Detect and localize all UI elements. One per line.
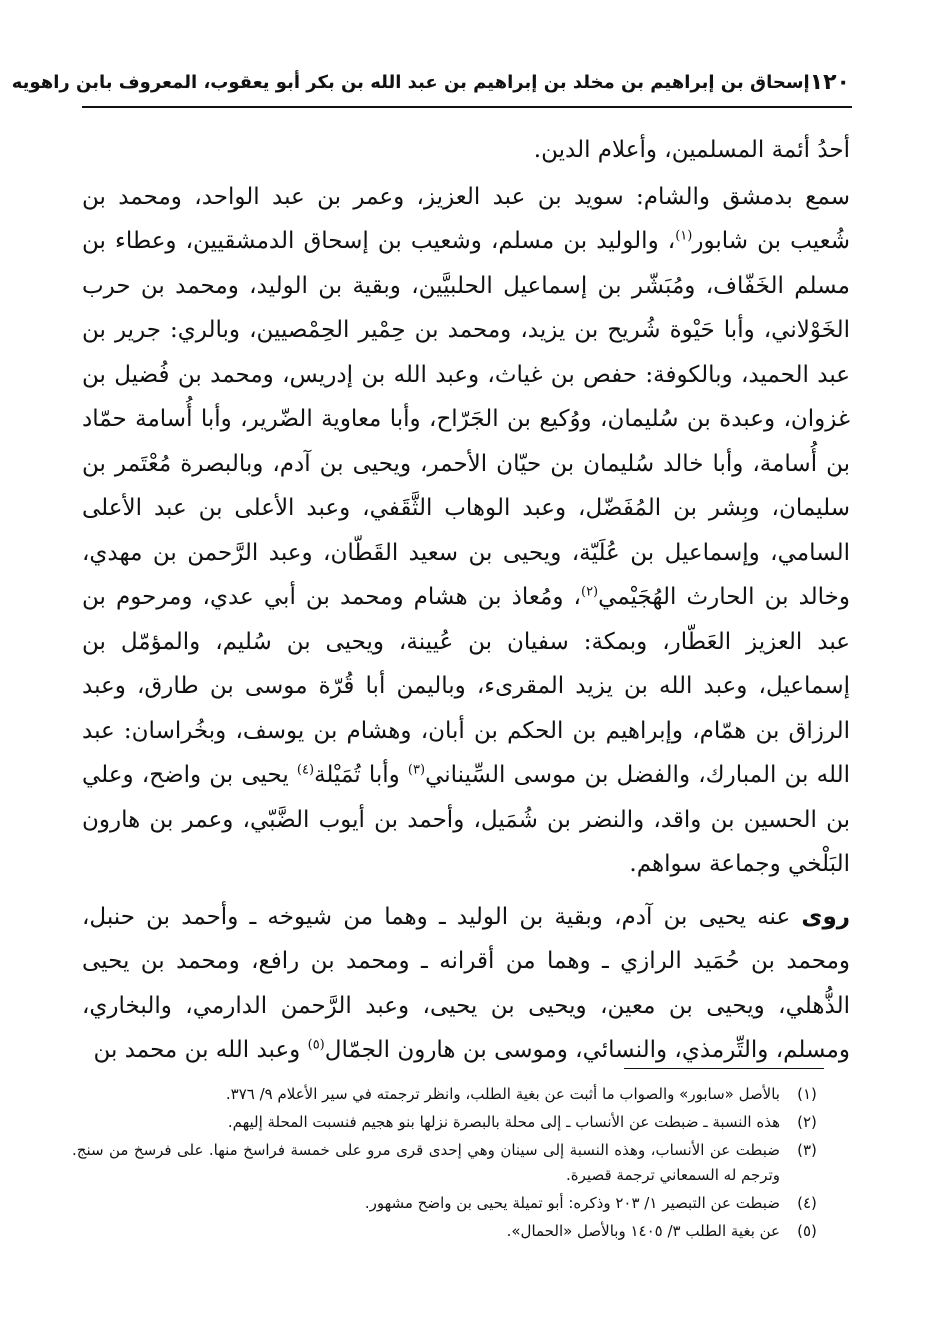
footnote-text: هذه النسبة ـ ضبطت عن الأنساب ـ إلى محلة بالبصرة نزلها بنو هجيم فنسبت المحلة إليهم.	[227, 1113, 780, 1131]
footnote-ref-4[interactable]: (٤)	[296, 762, 315, 778]
header-rule	[82, 106, 852, 108]
running-title: إسحاق بن إبراهيم بن مخلد بن إبراهيم بن عبد الله بن بكر أبو يعقوب، المعروف بابن راهويه	[11, 71, 810, 93]
students-paragraph	[82, 895, 850, 1073]
page-number: ١٢٠	[809, 69, 850, 95]
section-lead-word: روى	[801, 903, 850, 930]
footnote-text: بالأصل «سابور» والصواب ما أثبت عن بغية الطلب، وانظر ترجمته في سير الأعلام ٩/ ٣٧٦.	[225, 1085, 780, 1103]
footnote-ref-3[interactable]: (٣)	[407, 762, 426, 778]
footnote-ref-2[interactable]: (٢)	[580, 584, 599, 600]
footnote-ref-5[interactable]: (٥)	[307, 1037, 325, 1053]
text-segment: وعبد الله بن محمد بن	[93, 1037, 308, 1063]
footnote-number: (١)	[797, 1085, 817, 1103]
teachers-paragraph	[82, 175, 850, 887]
footnote-text: ضبطت عن التبصير ١/ ٢٠٣ وذكره: أبو تميلة يحيى بن واضح مشهور.	[364, 1194, 780, 1212]
footnote-text: عن بغية الطلب ٣/ ١٤٠٥ وبالأصل «الحمال».	[506, 1222, 780, 1240]
footnote-number: (٤)	[797, 1194, 817, 1212]
footnote	[72, 1110, 824, 1135]
text-segment: ، والوليد بن مسلم، وشعيب بن إسحاق الدمشقيين، وعطاء بن مسلم الخَفّاف، ومُبَشّر بن إسماعيل الحلبيَّين، وبقية بن الوليد، ومحمد بن حرب الخَوْلاني، وأبا حَيْوة شُريح بن يزيد، ومحمد بن حِمْير الحِمْصيين، وبالري: جرير بن عبد الحميد، وبالكوفة: حفص بن غياث، وعبد الله بن إدريس، ومحمد بن فُضيل بن غزوان، وعبدة بن سُليمان، ووُكيع بن الجَرّاح، وأبا معاوية الضّرير، وأبا أُسامة حمّاد بن أُسامة، وأبا خالد سُليمان بن حيّان الأحمر، ويحيى بن آدم، وبالبصرة مُعْتَمر بن سليمان، وبِشر بن المُفَضّل، وعبد الوهاب الثَّقَفي، وعبد الأعلى بن عبد الأعلى السامي، وإسماعيل بن عُلَيّة، ويحيى بن سعيد القَطّان، وعبد الرَّحمن بن مهدي، وخالد بن الحارث الهُجَيْمي	[82, 228, 851, 610]
footnote-text: ضبطت عن الأنساب، وهذه النسبة إلى سينان وهي إحدى قرى مرو على خمسة فراسخ منها. على فرسخ من سنج. وترجم له السمعاني ترجمة قصيرة.	[72, 1141, 780, 1184]
footnote-number: (٢)	[797, 1113, 817, 1131]
footnote-ref-1[interactable]: (١)	[675, 228, 693, 244]
text-segment: وأبا تُمَيْلة	[314, 762, 408, 788]
footnote-number: (٣)	[797, 1141, 817, 1159]
footnotes	[72, 1082, 824, 1247]
text-segment: عنه يحيى بن آدم، وبقية بن الوليد ـ وهما من شيوخه ـ وأحمد بن حنبل، ومحمد بن حُمَيد الرازي ـ وهما من أقرانه ـ ومحمد بن رافع، ومحمد بن يحيى الذُّهلي، ويحيى بن معين، ويحيى بن يحيى، وعبد الرَّحمن الدارمي، والبخاري، ومسلم، والتِّرمذي، والنسائي، وموسى بن هارون الجمّال	[82, 903, 850, 1063]
text-segment: يحيى بن واضح، وعلي بن الحسين بن واقد، والنضر بن شُمَيل، وأحمد بن أيوب الضَّبّي، وعمر بن هارون البَلْخي وجماعة سواهم.	[82, 762, 850, 877]
intro-paragraph	[82, 128, 850, 173]
footnote	[72, 1191, 824, 1216]
footnote	[72, 1219, 824, 1244]
text-segment: سمع بدمشق والشام: سويد بن عبد العزيز، وعمر بن عبد الواحد، ومحمد بن شُعيب بن شابور	[82, 183, 850, 254]
main-text	[82, 128, 850, 1073]
footnote-number: (٥)	[797, 1222, 817, 1240]
intro-text: أحدُ أئمة المسلمين، وأعلام الدين.	[533, 137, 850, 163]
footnote	[72, 1082, 824, 1107]
footnote-separator	[624, 1068, 824, 1069]
page-header	[11, 62, 850, 102]
text-segment: ، ومُعاذ بن هشام ومحمد بن أبي عدي، ومرحوم بن عبد العزيز العَطّار، وبمكة: سفيان بن عُيينة، ويحيى بن سُليم، والمؤمّل بن إسماعيل، وعبد الله بن يزيد المقرىء، وباليمن أبا قُرّة موسى بن طارق، وعبد الرزاق بن همّام، وإبراهيم بن الحكم بن أبان، وهشام بن يوسف، وبخُراسان: عبد الله بن المبارك، والفضل بن موسى السِّيناني	[82, 584, 850, 788]
footnote	[72, 1138, 824, 1188]
